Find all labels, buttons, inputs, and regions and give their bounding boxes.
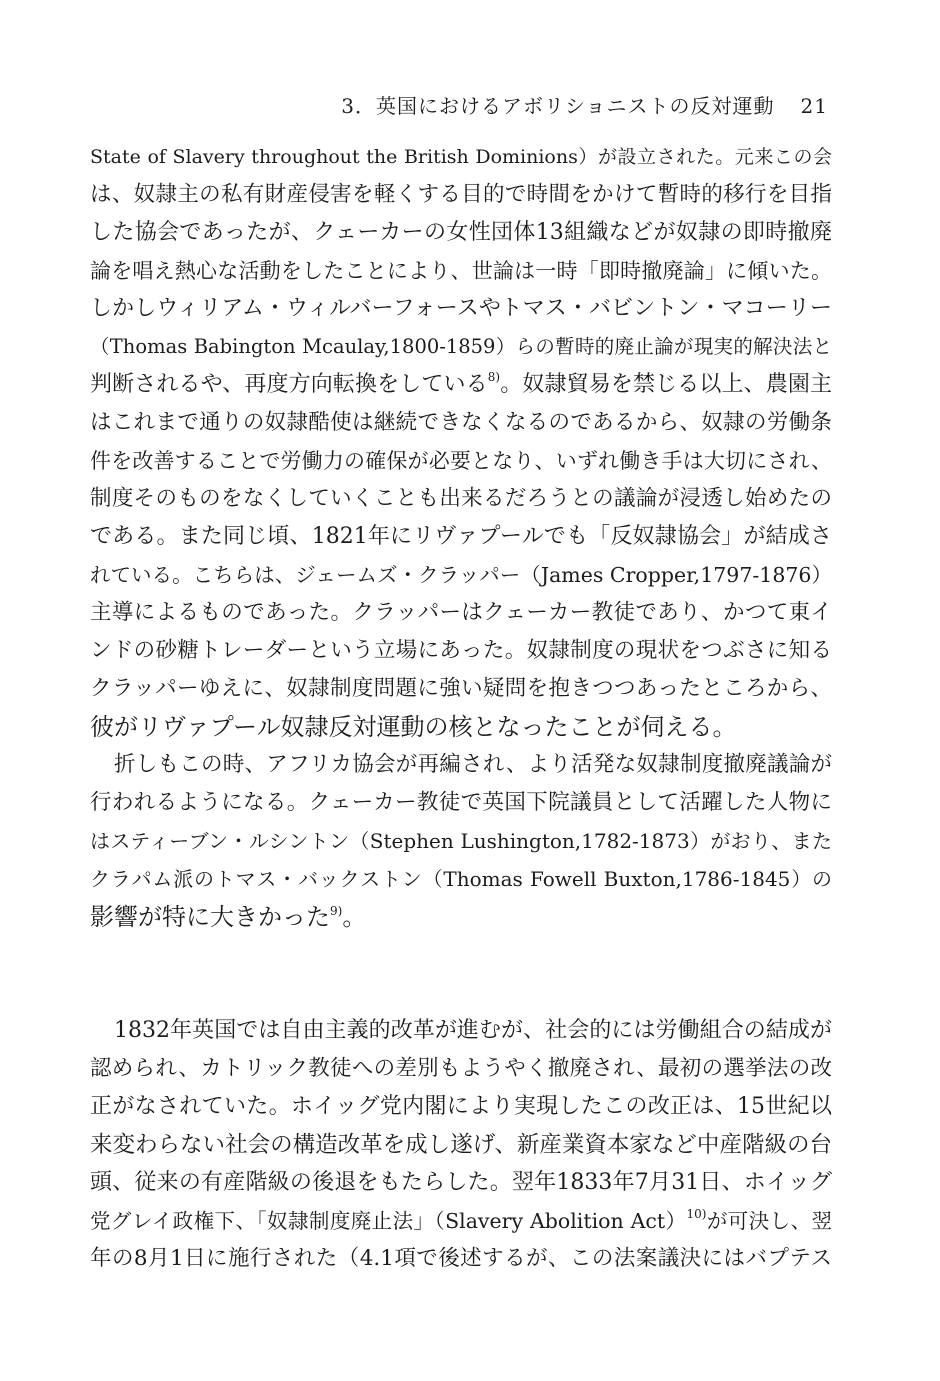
text-line: 頭、従来の有産階級の後退をもたらした。翌年1833年7月31日、ホイッグ	[90, 1170, 832, 1195]
text-line: は、奴隷主の私有財産侵害を軽くする目的で時間をかけて暫時的移行を目指	[90, 182, 832, 207]
text-run: 影響が特に大きかった	[90, 903, 330, 931]
text-line: した協会であったが、クェーカーの女性団体13組織などが奴隷の即時撤廃	[90, 220, 832, 245]
text-line: 年の8月1日に施行された（4.1項で後述するが、この法案議決にはバプテス	[90, 1246, 832, 1271]
text-line: はスティーブン・ルシントン（Stephen Lushington,1782-1873）がおり、また	[90, 829, 832, 853]
text-line: ンドの砂糖トレーダーという立場にあった。奴隷制度の現状をつぶさに知る	[90, 638, 832, 663]
text-run: が可決し、翌	[706, 1209, 832, 1233]
paragraph-gap	[90, 936, 832, 1012]
text-line: （Thomas Babington Mcaulay,1800-1859）らの暫時的廃止論が現実的解決法と	[90, 335, 832, 358]
text-line: 彼がリヴァプール奴隷反対運動の核となったことが伺える。	[90, 713, 737, 741]
text-line: 正がなされていた。ホイッグ党内閣により実現したこの改正は、15世紀以	[90, 1094, 832, 1119]
text-line: 件を改善することで労働力の確保が必要となり、いずれ働き手は大切にされ、	[90, 449, 832, 473]
text-line: 制度そのものをなくしていくことも出来るだろうとの議論が浸透し始めたの	[90, 486, 832, 511]
running-header	[341, 90, 828, 119]
text-line: 折しもこの時、アフリカ協会が再編され、より活発な奴隷制度撤廃議論が	[114, 752, 832, 777]
text-run: 。奴隷貿易を禁じる以上、農園主	[500, 372, 832, 397]
text-line: 来変わらない社会の構造改革を成し遂げ、新産業資本家など中産階級の台	[90, 1132, 832, 1158]
text-run: 判断されるや、再度方向転換をしている	[90, 372, 488, 397]
text-run: 。	[342, 903, 367, 931]
text-line: 1832年英国では自由主義的改革が進むが、社会的には労働組合の結成が	[114, 1018, 832, 1043]
text-line: State of Slavery throughout the British Dominions）が設立された。元来この会	[90, 146, 832, 168]
footnote-ref-10: 10)	[686, 1207, 707, 1221]
text-line	[90, 898, 832, 936]
text-line	[90, 366, 832, 404]
text-run: 党グレイ政権下、「奴隷制度廃止法」（Slavery Abolition Act）	[90, 1209, 687, 1233]
text-line	[90, 1202, 832, 1240]
body-text	[90, 138, 832, 1278]
text-line: クラパム派のトマス・バックストン（Thomas Fowell Buxton,1786-1845）の	[90, 867, 832, 891]
text-line: クラッパーゆえに、奴隷制度問題に強い疑問を抱きつつあったところから、	[90, 676, 832, 701]
page-number: 21	[800, 94, 828, 118]
text-line: しかしウィリアム・ウィルバーフォースやトマス・バビントン・マコーリー	[90, 296, 832, 321]
footnote-ref-9: 9)	[330, 904, 343, 918]
text-line: はこれまで通りの奴隷酷使は継続できなくなるのであるから、奴隷の労働条	[90, 410, 832, 435]
text-line: 認められ、カトリック教徒への差別もようやく撤廃され、最初の選挙法の改	[90, 1056, 832, 1081]
text-line: 行われるようになる。クェーカー教徒で英国下院議員として活躍した人物に	[90, 790, 832, 815]
text-line: である。また同じ頃、1821年にリヴァプールでも「反奴隷協会」が結成さ	[90, 524, 832, 549]
footnote-ref-8: 8)	[487, 370, 501, 384]
text-line: れている。こちらは、ジェームズ・クラッパー（James Cropper,1797-1876）	[90, 563, 832, 587]
text-line: 主導によるものであった。クラッパーはクェーカー教徒であり、かつて東イ	[90, 600, 832, 625]
section-title: 3．英国におけるアボリショニストの反対運動	[341, 94, 775, 118]
text-line: 論を唱え熱心な活動をしたことにより、世論は一時「即時撤廃論」に傾いた。	[90, 259, 832, 283]
